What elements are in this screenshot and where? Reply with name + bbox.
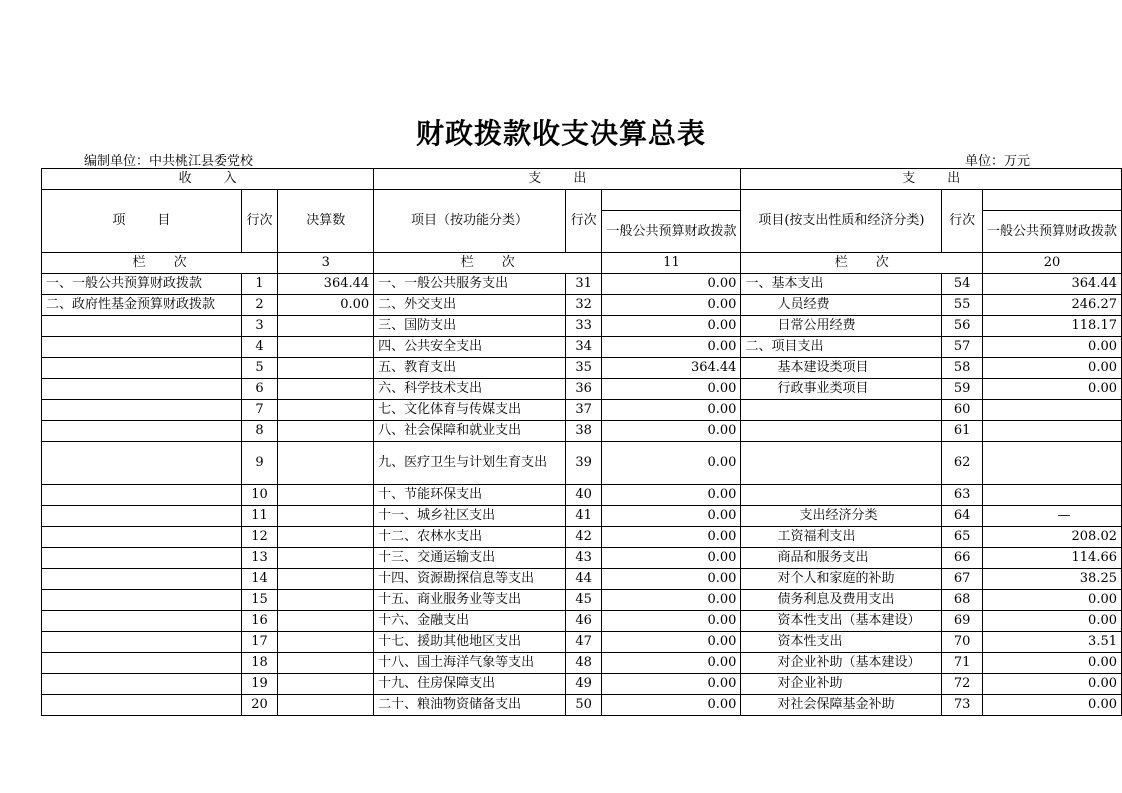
function-amount-cell: 0.00 — [602, 653, 741, 674]
function-row-no-cell: 36 — [565, 379, 602, 400]
table-row — [42, 569, 1122, 590]
income-amount-cell — [278, 590, 374, 611]
function-row-no-cell: 37 — [565, 400, 602, 421]
income-row-no-cell: 11 — [241, 506, 278, 527]
function-item-cell: 一、一般公共服务支出 — [374, 274, 566, 295]
income-amount-cell: 0.00 — [278, 295, 374, 316]
function-row-no-cell: 40 — [565, 485, 602, 506]
function-row-no-cell: 31 — [565, 274, 602, 295]
income-amount-cell — [278, 674, 374, 695]
economic-item-cell — [741, 421, 942, 442]
economic-row-no-cell: 68 — [942, 590, 983, 611]
page-title: 财政拨款收支决算总表 — [415, 117, 706, 150]
table-row — [42, 527, 1122, 548]
economic-item-cell: 一、基本支出 — [741, 274, 942, 295]
income-amount-cell — [278, 527, 374, 548]
function-row-no-cell: 32 — [565, 295, 602, 316]
function-row-no-cell: 38 — [565, 421, 602, 442]
income-amount-cell — [278, 358, 374, 379]
economic-amount-cell: — — [982, 506, 1121, 527]
income-section-header: 收 入 — [42, 169, 374, 190]
economic-row-no-cell: 72 — [942, 674, 983, 695]
economic-row-no-cell: 73 — [942, 695, 983, 716]
economic-item-cell — [741, 400, 942, 421]
function-amount-cell: 0.00 — [602, 274, 741, 295]
income-amount-cell — [278, 316, 374, 337]
income-row-no-cell: 6 — [241, 379, 278, 400]
function-item-cell: 七、文化体育与传媒支出 — [374, 400, 566, 421]
economic-item-cell — [741, 485, 942, 506]
function-item-cell: 三、国防支出 — [374, 316, 566, 337]
function-row-no-cell: 48 — [565, 653, 602, 674]
economic-amount-cell — [982, 485, 1121, 506]
economic-row-no-cell: 54 — [942, 274, 983, 295]
economic-amount-cell: 364.44 — [982, 274, 1121, 295]
income-amount-cell — [278, 337, 374, 358]
economic-amount-cell: 0.00 — [982, 379, 1121, 400]
income-amount-cell — [278, 442, 374, 485]
table-row — [42, 611, 1122, 632]
economic-item-cell — [741, 442, 942, 485]
economic-amount-cell: 0.00 — [982, 653, 1121, 674]
table-row — [42, 442, 1122, 485]
income-amount-cell — [278, 632, 374, 653]
table-row — [42, 590, 1122, 611]
column-index-label-1: 栏 次 — [42, 253, 278, 274]
income-item-cell — [42, 400, 242, 421]
table-row — [42, 358, 1122, 379]
function-amount-cell: 0.00 — [602, 295, 741, 316]
economic-item-cell: 对企业补助 — [741, 674, 942, 695]
income-amount-cell — [278, 569, 374, 590]
economic-amount-cell: 0.00 — [982, 695, 1121, 716]
economic-item-cell: 日常公用经费 — [741, 316, 942, 337]
income-amount-cell: 364.44 — [278, 274, 374, 295]
function-amount-cell: 0.00 — [602, 337, 741, 358]
income-row-no-cell: 10 — [241, 485, 278, 506]
function-amount-cell: 0.00 — [602, 569, 741, 590]
function-item-cell: 六、科学技术支出 — [374, 379, 566, 400]
income-item-cell — [42, 653, 242, 674]
reporting-unit: 编制单位：中共桃江县委党校 — [84, 154, 254, 169]
function-item-cell: 十八、国土海洋气象等支出 — [374, 653, 566, 674]
function-amount-cell: 0.00 — [602, 485, 741, 506]
economic-row-no-cell: 55 — [942, 295, 983, 316]
function-item-cell: 二十、粮油物资储备支出 — [374, 695, 566, 716]
table-row — [42, 485, 1122, 506]
income-row-no-cell: 20 — [241, 695, 278, 716]
table-row — [42, 548, 1122, 569]
economic-amount-cell — [982, 421, 1121, 442]
table-row — [42, 274, 1122, 295]
income-row-no-cell: 5 — [241, 358, 278, 379]
function-row-no-cell: 46 — [565, 611, 602, 632]
income-row-no-cell: 7 — [241, 400, 278, 421]
expense-economic-section-header: 支 出 — [741, 169, 1122, 190]
economic-row-no-cell: 57 — [942, 337, 983, 358]
economic-row-no-cell: 62 — [942, 442, 983, 485]
economic-row-no-cell: 63 — [942, 485, 983, 506]
income-item-cell: 一、一般公共预算财政拨款 — [42, 274, 242, 295]
table-row — [42, 295, 1122, 316]
economic-row-no-cell: 70 — [942, 632, 983, 653]
function-amount-cell: 0.00 — [602, 527, 741, 548]
economic-row-no-cell: 58 — [942, 358, 983, 379]
function-row-no-cell: 39 — [565, 442, 602, 485]
header-row-top — [42, 190, 1122, 211]
function-item-cell: 十九、住房保障支出 — [374, 674, 566, 695]
gen-budget-header-2: 一般公共预算财政拨款 — [982, 211, 1121, 253]
income-row-no-cell: 12 — [241, 527, 278, 548]
function-row-no-cell: 44 — [565, 569, 602, 590]
function-amount-cell: 0.00 — [602, 611, 741, 632]
income-item-cell — [42, 674, 242, 695]
table-row — [42, 337, 1122, 358]
function-amount-cell: 0.00 — [602, 695, 741, 716]
final-amount-header: 决算数 — [278, 190, 374, 253]
income-row-no-cell: 1 — [241, 274, 278, 295]
function-amount-cell: 0.00 — [602, 379, 741, 400]
economic-item-cell: 支出经济分类 — [741, 506, 942, 527]
economic-amount-cell: 118.17 — [982, 316, 1121, 337]
economic-row-no-cell: 66 — [942, 548, 983, 569]
function-row-no-cell: 50 — [565, 695, 602, 716]
economic-row-no-cell: 67 — [942, 569, 983, 590]
economic-amount-cell: 0.00 — [982, 358, 1121, 379]
income-row-no-cell: 2 — [241, 295, 278, 316]
table-row — [42, 400, 1122, 421]
economic-item-cell: 二、项目支出 — [741, 337, 942, 358]
income-item-cell — [42, 506, 242, 527]
income-item-cell — [42, 379, 242, 400]
function-row-no-cell: 49 — [565, 674, 602, 695]
column-index-11: 11 — [602, 253, 741, 274]
column-index-label-3: 栏 次 — [741, 253, 983, 274]
economic-item-cell: 对社会保障基金补助 — [741, 695, 942, 716]
row-no-header: 行次 — [241, 190, 278, 253]
column-index-20: 20 — [982, 253, 1121, 274]
section-header-row — [42, 169, 1122, 190]
economic-row-no-cell: 56 — [942, 316, 983, 337]
income-amount-cell — [278, 506, 374, 527]
function-row-no-cell: 33 — [565, 316, 602, 337]
income-item-cell — [42, 611, 242, 632]
income-item-cell — [42, 337, 242, 358]
economic-item-cell: 资本性支出（基本建设） — [741, 611, 942, 632]
income-amount-cell — [278, 379, 374, 400]
function-item-cell: 十五、商业服务业等支出 — [374, 590, 566, 611]
economic-item-cell: 对企业补助（基本建设） — [741, 653, 942, 674]
function-amount-cell: 0.00 — [602, 316, 741, 337]
income-item-cell — [42, 527, 242, 548]
income-item-cell — [42, 316, 242, 337]
economic-item-cell: 资本性支出 — [741, 632, 942, 653]
economic-amount-cell — [982, 442, 1121, 485]
table-row — [42, 653, 1122, 674]
table-row — [42, 632, 1122, 653]
income-row-no-cell: 4 — [241, 337, 278, 358]
income-row-no-cell: 19 — [241, 674, 278, 695]
income-item-cell — [42, 485, 242, 506]
table-row — [42, 674, 1122, 695]
economic-amount-cell: 114.66 — [982, 548, 1121, 569]
gen-budget-header: 一般公共预算财政拨款 — [602, 211, 741, 253]
economic-item-cell: 基本建设类项目 — [741, 358, 942, 379]
income-item-cell — [42, 442, 242, 485]
income-row-no-cell: 18 — [241, 653, 278, 674]
income-item-cell — [42, 632, 242, 653]
function-amount-cell: 0.00 — [602, 590, 741, 611]
income-item-cell — [42, 358, 242, 379]
income-row-no-cell: 16 — [241, 611, 278, 632]
economic-item-cell: 行政事业类项目 — [741, 379, 942, 400]
function-item-cell: 八、社会保障和就业支出 — [374, 421, 566, 442]
function-item-cell: 十一、城乡社区支出 — [374, 506, 566, 527]
budget-summary-table — [41, 168, 1122, 716]
income-row-no-cell: 13 — [241, 548, 278, 569]
function-item-cell: 二、外交支出 — [374, 295, 566, 316]
function-amount-cell: 0.00 — [602, 674, 741, 695]
income-item-cell — [42, 695, 242, 716]
economic-item-cell: 债务利息及费用支出 — [741, 590, 942, 611]
income-amount-cell — [278, 611, 374, 632]
income-row-no-cell: 3 — [241, 316, 278, 337]
column-index-3: 3 — [278, 253, 374, 274]
item-header: 项 目 — [42, 190, 242, 253]
function-item-cell: 九、医疗卫生与计划生育支出 — [374, 442, 566, 485]
function-row-no-cell: 35 — [565, 358, 602, 379]
function-item-cell: 十七、援助其他地区支出 — [374, 632, 566, 653]
row-no-header-3: 行次 — [942, 190, 983, 253]
function-row-no-cell: 41 — [565, 506, 602, 527]
economic-row-no-cell: 65 — [942, 527, 983, 548]
function-item-cell: 十六、金融支出 — [374, 611, 566, 632]
economic-amount-cell: 208.02 — [982, 527, 1121, 548]
economic-item-cell: 人员经费 — [741, 295, 942, 316]
gen-budget-header-spacer — [602, 190, 741, 211]
economic-item-cell: 商品和服务支出 — [741, 548, 942, 569]
gen-budget-header-spacer-2 — [982, 190, 1121, 211]
function-item-cell: 十二、农林水支出 — [374, 527, 566, 548]
economic-amount-cell: 3.51 — [982, 632, 1121, 653]
economic-amount-cell: 0.00 — [982, 611, 1121, 632]
currency-unit: 单位：万元 — [965, 154, 1031, 169]
economic-row-no-cell: 71 — [942, 653, 983, 674]
column-index-row — [42, 253, 1122, 274]
table-row — [42, 316, 1122, 337]
table-row — [42, 379, 1122, 400]
income-row-no-cell: 14 — [241, 569, 278, 590]
income-amount-cell — [278, 400, 374, 421]
function-item-cell: 十四、资源勘探信息等支出 — [374, 569, 566, 590]
income-row-no-cell: 17 — [241, 632, 278, 653]
table-row — [42, 421, 1122, 442]
economic-amount-cell: 246.27 — [982, 295, 1121, 316]
function-item-cell: 十三、交通运输支出 — [374, 548, 566, 569]
economic-row-no-cell: 64 — [942, 506, 983, 527]
economic-item-cell: 工资福利支出 — [741, 527, 942, 548]
function-item-header: 项目（按功能分类） — [374, 190, 566, 253]
function-row-no-cell: 45 — [565, 590, 602, 611]
economic-item-header: 项目(按支出性质和经济分类) — [741, 190, 942, 253]
income-item-cell: 二、政府性基金预算财政拨款 — [42, 295, 242, 316]
function-amount-cell: 0.00 — [602, 421, 741, 442]
table-row — [42, 506, 1122, 527]
economic-amount-cell: 0.00 — [982, 590, 1121, 611]
function-amount-cell: 0.00 — [602, 632, 741, 653]
function-amount-cell: 0.00 — [602, 442, 741, 485]
income-amount-cell — [278, 695, 374, 716]
income-item-cell — [42, 569, 242, 590]
income-item-cell — [42, 421, 242, 442]
economic-item-cell: 对个人和家庭的补助 — [741, 569, 942, 590]
economic-row-no-cell: 61 — [942, 421, 983, 442]
income-amount-cell — [278, 653, 374, 674]
economic-row-no-cell: 60 — [942, 400, 983, 421]
table-row — [42, 695, 1122, 716]
income-item-cell — [42, 590, 242, 611]
income-row-no-cell: 8 — [241, 421, 278, 442]
function-amount-cell: 364.44 — [602, 358, 741, 379]
income-amount-cell — [278, 485, 374, 506]
function-row-no-cell: 34 — [565, 337, 602, 358]
income-item-cell — [42, 548, 242, 569]
function-row-no-cell: 47 — [565, 632, 602, 653]
function-row-no-cell: 43 — [565, 548, 602, 569]
economic-amount-cell: 38.25 — [982, 569, 1121, 590]
income-amount-cell — [278, 421, 374, 442]
economic-row-no-cell: 69 — [942, 611, 983, 632]
expense-function-section-header: 支 出 — [374, 169, 741, 190]
income-amount-cell — [278, 548, 374, 569]
function-row-no-cell: 42 — [565, 527, 602, 548]
income-row-no-cell: 9 — [241, 442, 278, 485]
function-amount-cell: 0.00 — [602, 400, 741, 421]
economic-amount-cell: 0.00 — [982, 674, 1121, 695]
function-item-cell: 十、节能环保支出 — [374, 485, 566, 506]
function-item-cell: 五、教育支出 — [374, 358, 566, 379]
row-no-header-2: 行次 — [565, 190, 602, 253]
function-item-cell: 四、公共安全支出 — [374, 337, 566, 358]
function-amount-cell: 0.00 — [602, 548, 741, 569]
column-index-label-2: 栏 次 — [374, 253, 602, 274]
economic-row-no-cell: 59 — [942, 379, 983, 400]
function-amount-cell: 0.00 — [602, 506, 741, 527]
income-row-no-cell: 15 — [241, 590, 278, 611]
economic-amount-cell: 0.00 — [982, 337, 1121, 358]
economic-amount-cell — [982, 400, 1121, 421]
